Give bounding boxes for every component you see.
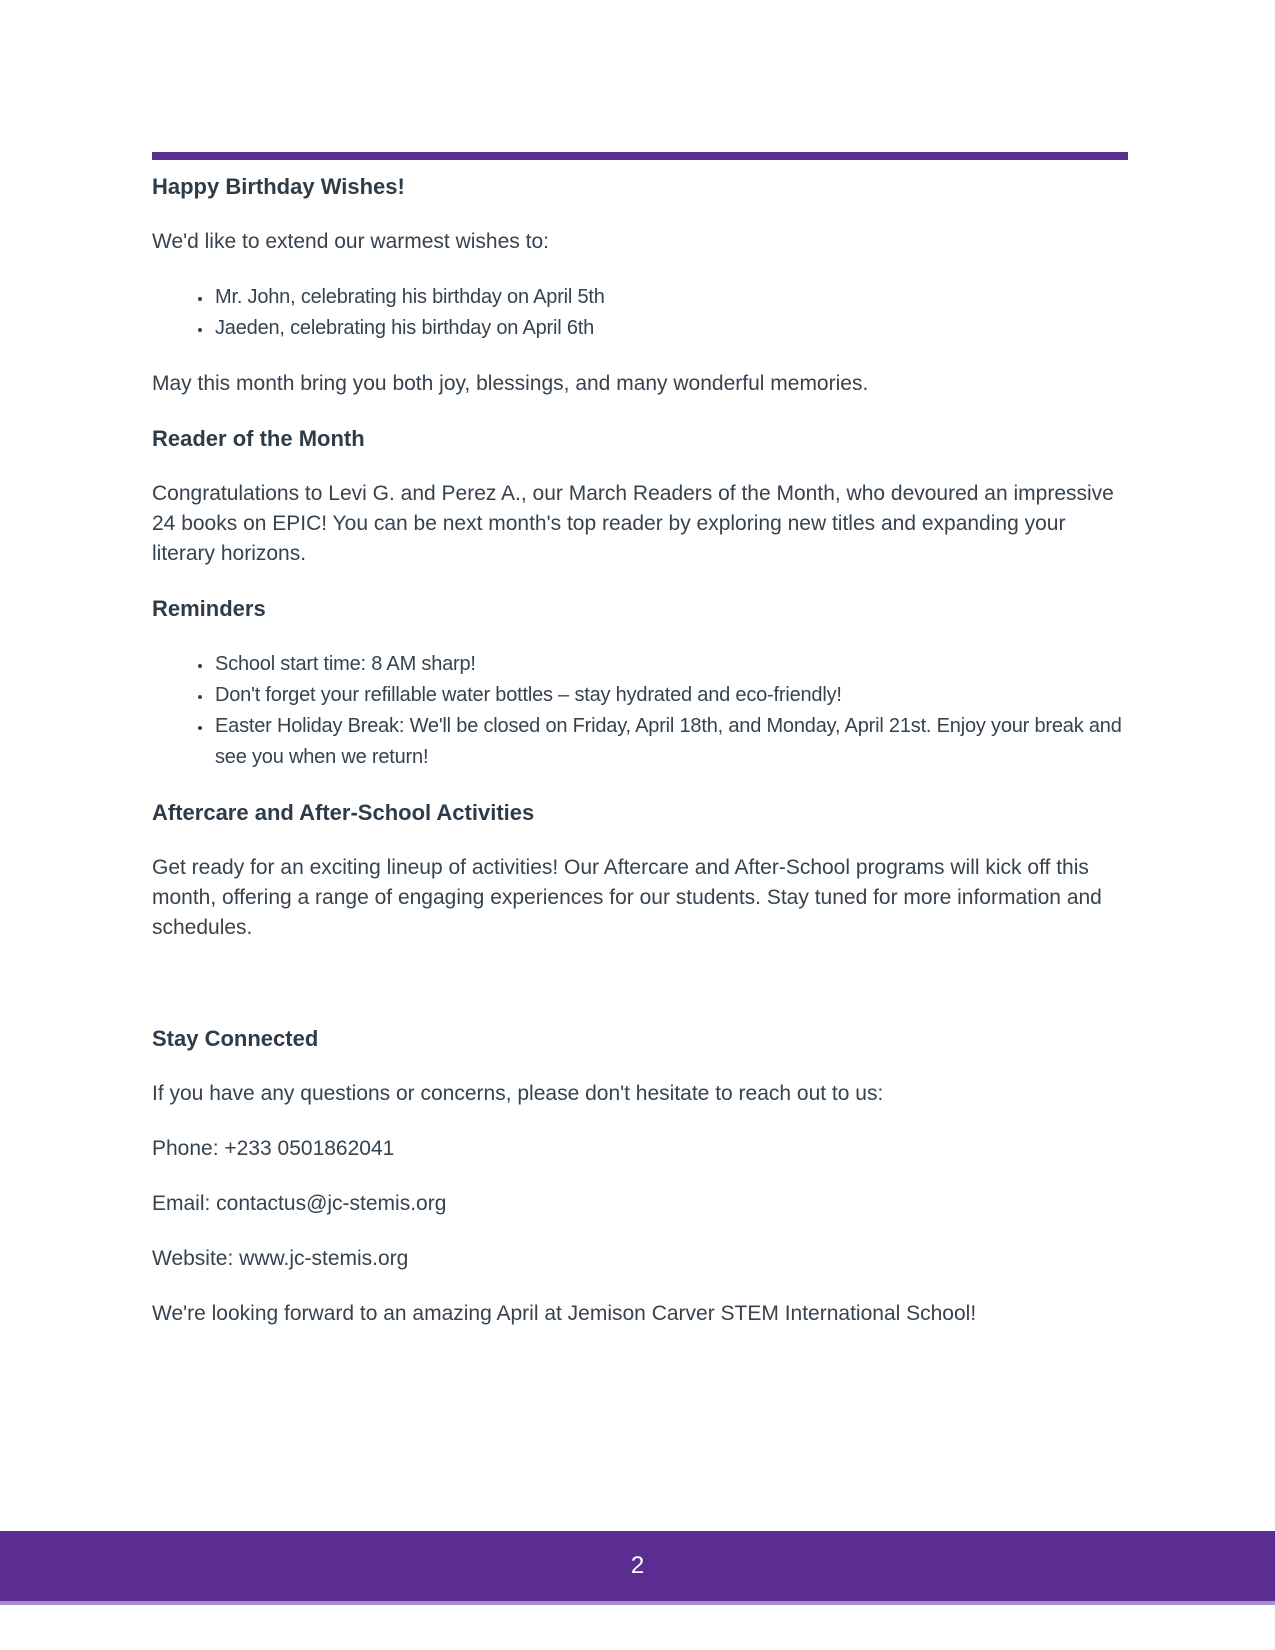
closing-paragraph: We're looking forward to an amazing April at Jemison Carver STEM International School! [152,1302,977,1325]
phone-line: Phone: +233 0501862041 [152,1137,395,1160]
blank-spacer [152,968,1128,1024]
birthday-outro-paragraph: May this month bring you both joy, blessings, and many wonderful memories. [152,372,869,395]
reader-paragraph: Congratulations to Levi G. and Perez A., our March Readers of the Month, who devoured an impressive 24 books on EPIC! You can be next month's top reader by exploring new titles and expanding your literary horizons. [152,482,1114,565]
reminders-list-item: • School start time: 8 AM sharp! [213,649,1128,680]
section-heading-aftercare: Aftercare and After-School Activities [152,800,535,825]
website-line: Website: www.jc-stemis.org [152,1247,409,1270]
aftercare-paragraph: Get ready for an exciting lineup of activities! Our Aftercare and After-School programs will kick off this month, offering a range of engaging experiences for our students. Stay tuned for more information and schedules. [152,856,1102,939]
birthday-list-item: • Jaeden, celebrating his birthday on April 6th [213,313,1128,344]
section-heading-stay-connected: Stay Connected [152,1026,319,1051]
footer-bar [0,1531,1275,1605]
reminders-list-item: • Easter Holiday Break: We'll be closed on Friday, April 18th, and Monday, April 21st. Enjoy your break and see you when we return! [213,711,1128,773]
page-number: 2 [630,1552,645,1579]
page-content [152,0,1128,1354]
reminders-list [152,649,1128,773]
birthday-list [152,282,1128,344]
section-heading-reader: Reader of the Month [152,426,365,451]
email-line: Email: contactus@jc-stemis.org [152,1192,447,1215]
reminders-list-item: • Don't forget your refillable water bottles – stay hydrated and eco-friendly! [213,680,1128,711]
stay-connected-intro-paragraph: If you have any questions or concerns, please don't hesitate to reach out to us: [152,1082,884,1105]
section-heading-reminders: Reminders [152,596,266,621]
top-divider-rule [152,152,1128,160]
section-heading-birthday: Happy Birthday Wishes! [152,174,405,199]
birthday-intro-paragraph: We'd like to extend our warmest wishes to: [152,230,549,253]
birthday-list-item: • Mr. John, celebrating his birthday on April 5th [213,282,1128,313]
